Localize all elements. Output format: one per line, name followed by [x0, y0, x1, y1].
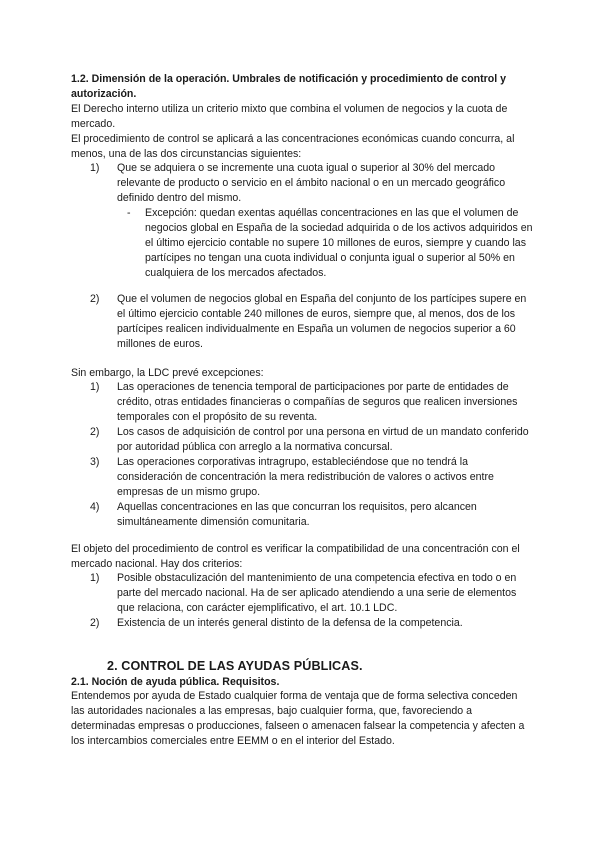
- list-item-text: Las operaciones de tenencia temporal de participaciones por parte de entidades de crédito, otras entidades financieras o compañías de seguros que realicen inversiones temporales con el propósito de su reventa.: [117, 381, 518, 423]
- exceptions-intro: Sin embargo, la LDC prevé excepciones:: [71, 367, 264, 379]
- list-item: [71, 616, 533, 631]
- list-number: 3): [90, 456, 100, 468]
- list-number: 1): [90, 381, 100, 393]
- dash-bullet: -: [127, 207, 131, 219]
- list-number: 2): [90, 617, 100, 629]
- circumstances-list-2: [71, 292, 533, 352]
- list-item-text: Que se adquiera o se incremente una cuota igual o superior al 30% del mercado relevante de producto o servicio en el ámbito nacional o en un mercado geográfico definido dentro del mismo.: [117, 162, 506, 204]
- state-aid-paragraph: Entendemos por ayuda de Estado cualquier forma de ventaja que de forma selectiva conceden las autoridades nacionales a las empresas, bajo cualquier forma, que, favoreciendo a determinadas empresas o producciones, falseen o amenacen falsear la competencia y afecten a los intercambios comerciales entre EEMM o en el interior del Estado.: [71, 690, 525, 747]
- list-item-text: Las operaciones corporativas intragrupo, estableciéndose que no tendrá la consideración de concentración la mera redistribución de valores o activos entre empresas de un mismo grupo.: [117, 456, 494, 498]
- list-item: [71, 161, 533, 206]
- objective-paragraph: El objeto del procedimiento de control es verificar la compatibilidad de una concentración con el mercado nacional. Hay dos criterios:: [71, 543, 520, 570]
- list-item: [71, 425, 533, 455]
- list-number: 2): [90, 293, 100, 305]
- list-item: [71, 571, 533, 616]
- section-2-1-heading: 2.1. Noción de ayuda pública. Requisitos.: [71, 676, 280, 688]
- list-item-text: Posible obstaculización del mantenimiento de una competencia efectiva en todo o en parte del mercado nacional. Ha de ser aplicado atendiendo a una serie de elementos que relaciona, con carácter ejemplificativo, el art. 10.1 LDC.: [117, 572, 517, 614]
- list-item: [71, 380, 533, 425]
- intro-paragraph-1: El Derecho interno utiliza un criterio mixto que combina el volumen de negocios y la cuota de mercado.: [71, 103, 508, 130]
- criteria-list: [71, 571, 533, 631]
- exception-item: [71, 206, 533, 281]
- circumstances-list: [71, 161, 533, 281]
- list-number: 4): [90, 501, 100, 513]
- list-item-text: Los casos de adquisición de control por una persona en virtud de un mandato conferido por autoridad pública con arreglo a la normativa concursal.: [117, 426, 529, 453]
- list-item: [71, 455, 533, 500]
- intro-paragraph-2: El procedimiento de control se aplicará a las concentraciones económicas cuando concurra, al menos, una de las dos circunstancias siguientes:: [71, 133, 515, 160]
- exception-text: Excepción: quedan exentas aquéllas concentraciones en las que el volumen de negocios global en España de la sociedad adquirida o de los activos adquiridos en el último ejercicio contable no supere 10 millones de euros, siempre y cuando las partícipes no tengan una cuota individual o conjunta igual o superior al 50% en cualquiera de los mercados afectados.: [145, 207, 533, 279]
- list-item-text: Que el volumen de negocios global en España del conjunto de los partícipes supere en el último ejercicio contable 240 millones de euros, siempre que, al menos, dos de los partícipes realicen individualmente en España un volumen de negocios superior a 60 millones de euros.: [117, 293, 527, 350]
- section-2-heading: 2. CONTROL DE LAS AYUDAS PÚBLICAS.: [107, 659, 363, 673]
- list-number: 1): [90, 162, 100, 174]
- list-item-text: Aquellas concentraciones en las que concurran los requisitos, pero alcancen simultáneamente dimensión comunitaria.: [117, 501, 477, 528]
- section-1-2-heading: 1.2. Dimensión de la operación. Umbrales de notificación y procedimiento de control y autorización.: [71, 73, 507, 100]
- list-item: [71, 500, 533, 530]
- list-item-text: Existencia de un interés general distinto de la defensa de la competencia.: [117, 617, 463, 629]
- list-number: 2): [90, 426, 100, 438]
- list-item: [71, 292, 533, 352]
- list-number: 1): [90, 572, 100, 584]
- exceptions-list: [71, 380, 533, 530]
